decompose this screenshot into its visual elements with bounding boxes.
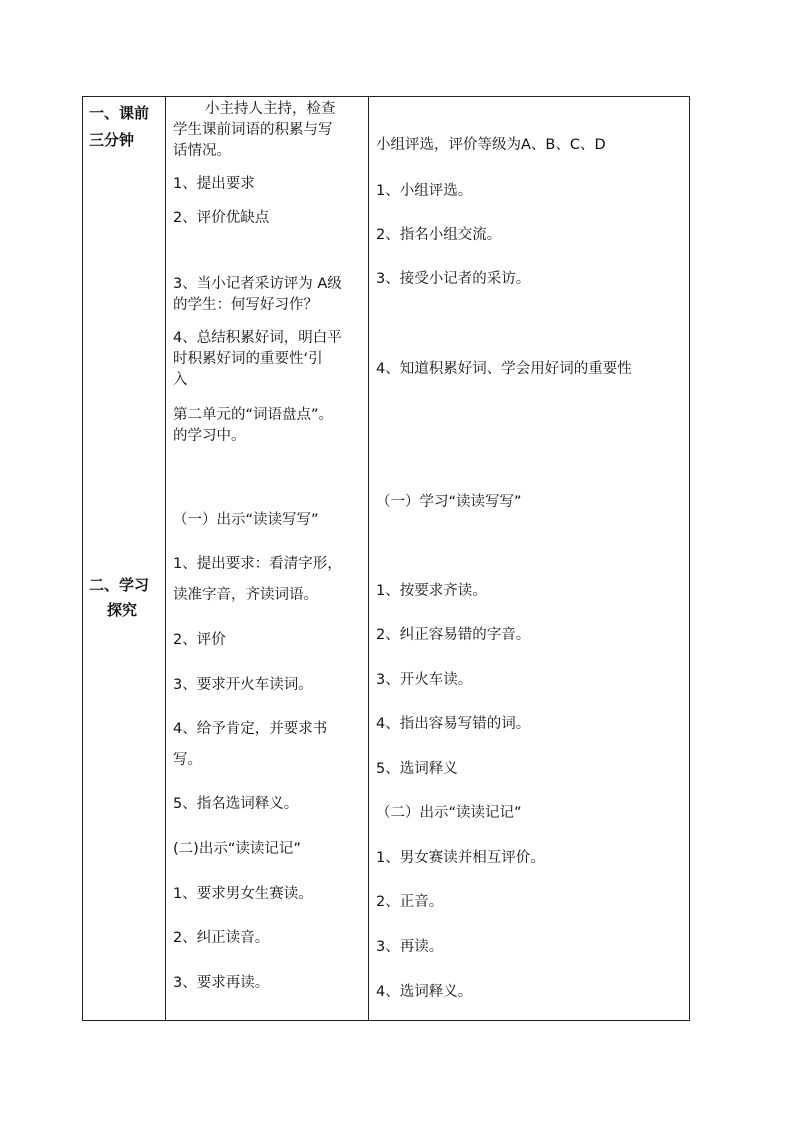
student-memo-1: 1、男女赛读并相互评价。 <box>376 850 545 866</box>
student-memo-3: 3、再读。 <box>376 939 444 955</box>
teacher-step-4-line2: 时积累好词的重要性‘引 <box>173 351 323 367</box>
student-read-3: 3、开火车读。 <box>376 672 473 688</box>
student-step-3: 3、接受小记者的采访。 <box>376 271 531 287</box>
student-read-5: 5、选词释义 <box>376 761 458 777</box>
student-section-2-heading: （二）出示“读读记记” <box>376 805 522 821</box>
teacher-section-1-heading: （一）出示“读读写写” <box>173 512 319 528</box>
stage-2-label-line2: 探究 <box>107 601 138 619</box>
lesson-table <box>82 96 690 1021</box>
stage-1-label-line2: 三分钟 <box>89 131 135 149</box>
teacher-intro-line1: 小主持人主持，检查 <box>205 101 336 117</box>
student-step-2: 2、指名小组交流。 <box>376 227 502 243</box>
teacher-section-2-heading: (二)出示“读读记记” <box>173 841 301 857</box>
teacher-step-4-line1: 4、总结积累好词，明白平 <box>173 330 342 346</box>
teacher-read-3: 3、要求开火车读词。 <box>173 677 313 693</box>
teacher-read-2: 2、评价 <box>173 632 226 648</box>
column-divider-2 <box>368 97 369 1020</box>
student-read-2: 2、纠正容易错的字音。 <box>376 627 531 643</box>
teacher-intro-line2: 学生课前词语的积累与写 <box>173 122 333 138</box>
student-section-1-heading: （一）学习“读读写写” <box>376 494 522 510</box>
student-memo-4: 4、选词释义。 <box>376 984 473 1000</box>
teacher-memo-3: 3、要求再读。 <box>173 975 270 991</box>
student-read-1: 1、按要求齐读。 <box>376 583 487 599</box>
teacher-memo-1: 1、要求男女生赛读。 <box>173 886 313 902</box>
student-intro: 小组评选，评价等级为A、B、C、D <box>376 137 606 153</box>
teacher-step-4-line3: 入 <box>173 372 188 388</box>
teacher-memo-2: 2、纠正读音。 <box>173 930 270 946</box>
teacher-intro-line3: 话情况。 <box>173 143 231 159</box>
teacher-step-3-line2: 的学生：何写好习作？ <box>173 297 318 313</box>
student-step-4: 4、知道积累好词、学会用好词的重要性 <box>376 361 632 377</box>
teacher-step-3-line1: 3、当小记者采访评为 A级 <box>173 276 342 292</box>
stage-1-label-line1: 一、课前 <box>89 104 150 122</box>
teacher-step-5-line2: 的学习中。 <box>173 428 246 444</box>
stage-2-label-line1: 二、学习 <box>89 576 150 594</box>
teacher-read-4-line1: 4、给予肯定，并要求书 <box>173 721 328 737</box>
teacher-read-5: 5、指名选词释义。 <box>173 796 299 812</box>
student-read-4: 4、指出容易写错的词。 <box>376 716 531 732</box>
teacher-read-1-line1: 1、提出要求：看清字形， <box>173 556 342 572</box>
teacher-step-5-line1: 第二单元的“词语盘点”。 <box>173 407 334 423</box>
teacher-step-2: 2、评价优缺点 <box>173 210 270 226</box>
teacher-step-1: 1、提出要求 <box>173 176 255 192</box>
teacher-read-1-line2: 读准字音，齐读词语。 <box>173 587 318 603</box>
column-divider-1 <box>165 97 166 1020</box>
student-step-1: 1、小组评选。 <box>376 183 473 199</box>
student-memo-2: 2、正音。 <box>376 894 444 910</box>
teacher-read-4-line2: 写。 <box>173 752 202 768</box>
